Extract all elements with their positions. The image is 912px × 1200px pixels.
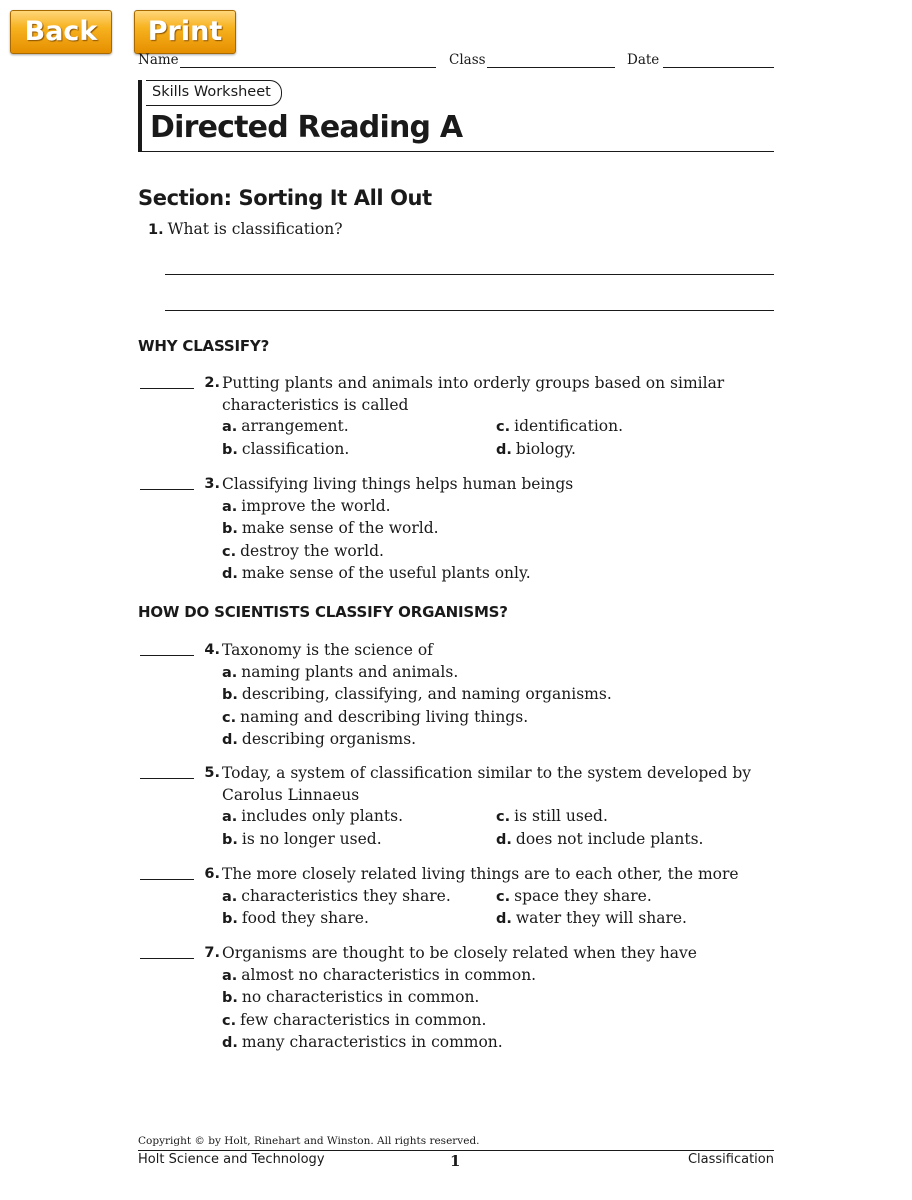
options — [222, 496, 778, 586]
option-b: b. describing, classifying, and naming organisms. — [222, 685, 612, 704]
option-d: d. make sense of the useful plants only. — [222, 564, 531, 583]
option-d: d. water they will share. — [496, 909, 687, 928]
question-stem: Classifying living things helps human beings — [222, 475, 574, 493]
option-c: c. naming and describing living things. — [222, 707, 529, 726]
date-field-line — [663, 67, 774, 68]
answer-blank — [140, 879, 194, 880]
publisher-label: Holt Science and Technology — [138, 1152, 325, 1167]
answer-line-1 — [165, 274, 774, 275]
student-info-row — [138, 52, 774, 72]
option-c: c. space they share. — [496, 886, 652, 905]
footer-rule — [138, 1150, 774, 1151]
option-d: d. describing organisms. — [222, 730, 417, 749]
question-3 — [138, 474, 778, 586]
copyright-notice: Copyright © by Holt, Rinehart and Winston. All rights reserved. — [138, 1135, 480, 1147]
option-a: a. almost no characteristics in common. — [222, 965, 537, 984]
option-a: a. naming plants and animals. — [222, 662, 459, 681]
question-number: 1. — [148, 222, 164, 238]
question-5 — [138, 763, 778, 851]
answer-blank — [140, 388, 194, 389]
question-number: 5. — [204, 765, 220, 781]
back-button[interactable]: Back — [10, 10, 112, 54]
answer-blank — [140, 489, 194, 490]
option-a: a. arrangement. — [222, 417, 349, 436]
question-text: What is classification? — [167, 220, 343, 238]
worksheet-tag: Skills Worksheet — [146, 80, 282, 106]
answer-blank — [140, 778, 194, 779]
option-c: c. destroy the world. — [222, 541, 384, 560]
heading-why-classify: WHY CLASSIFY? — [138, 337, 270, 355]
question-stem: Organisms are thought to be closely related when they have — [222, 944, 697, 962]
answer-line-2 — [165, 310, 774, 311]
option-a: a. characteristics they share. — [222, 886, 451, 905]
option-b: b. is no longer used. — [222, 829, 382, 848]
name-label: Name — [138, 52, 179, 68]
question-number: 4. — [204, 642, 220, 658]
question-7 — [138, 943, 778, 1055]
option-a: a. includes only plants. — [222, 807, 404, 826]
option-b: b. classification. — [222, 439, 350, 458]
title-block — [138, 80, 774, 152]
question-number: 6. — [204, 866, 220, 882]
options — [222, 965, 778, 1055]
question-stem: Putting plants and animals into orderly groups based on similar characteristics is called — [222, 374, 725, 414]
question-stem: The more closely related living things are to each other, the more — [222, 865, 739, 883]
options — [222, 662, 778, 752]
option-b: b. food they share. — [222, 909, 369, 928]
option-c: c. is still used. — [496, 807, 608, 826]
options — [222, 886, 778, 931]
option-c: c. identification. — [496, 417, 624, 436]
question-4 — [138, 640, 778, 752]
page-number: 1 — [450, 1152, 461, 1170]
options — [222, 806, 778, 851]
name-field-line — [180, 67, 436, 68]
page-footer — [138, 1152, 774, 1170]
chapter-label: Classification — [687, 1152, 774, 1167]
class-field-line — [487, 67, 615, 68]
question-stem: Taxonomy is the science of — [222, 641, 433, 659]
question-number: 2. — [204, 375, 220, 391]
question-6 — [138, 864, 778, 931]
page-title: Directed Reading A — [150, 110, 463, 145]
question-number: 3. — [204, 476, 220, 492]
heading-how-classify: HOW DO SCIENTISTS CLASSIFY ORGANISMS? — [138, 603, 508, 621]
class-label: Class — [449, 52, 486, 68]
option-d: d. biology. — [496, 439, 576, 458]
option-a: a. improve the world. — [222, 496, 391, 515]
date-label: Date — [627, 52, 660, 68]
option-b: b. no characteristics in common. — [222, 988, 480, 1007]
option-b: b. make sense of the world. — [222, 519, 439, 538]
question-stem: Today, a system of classification similar to the system developed by Carolus Linnaeus — [222, 764, 751, 804]
option-d: d. does not include plants. — [496, 829, 704, 848]
question-2 — [138, 373, 778, 461]
question-1 — [148, 220, 343, 238]
print-button[interactable]: Print — [134, 10, 236, 54]
option-d: d. many characteristics in common. — [222, 1033, 503, 1052]
answer-blank — [140, 655, 194, 656]
answer-blank — [140, 958, 194, 959]
options — [222, 416, 778, 461]
question-number: 7. — [204, 945, 220, 961]
option-c: c. few characteristics in common. — [222, 1010, 487, 1029]
section-title: Section: Sorting It All Out — [138, 186, 432, 210]
